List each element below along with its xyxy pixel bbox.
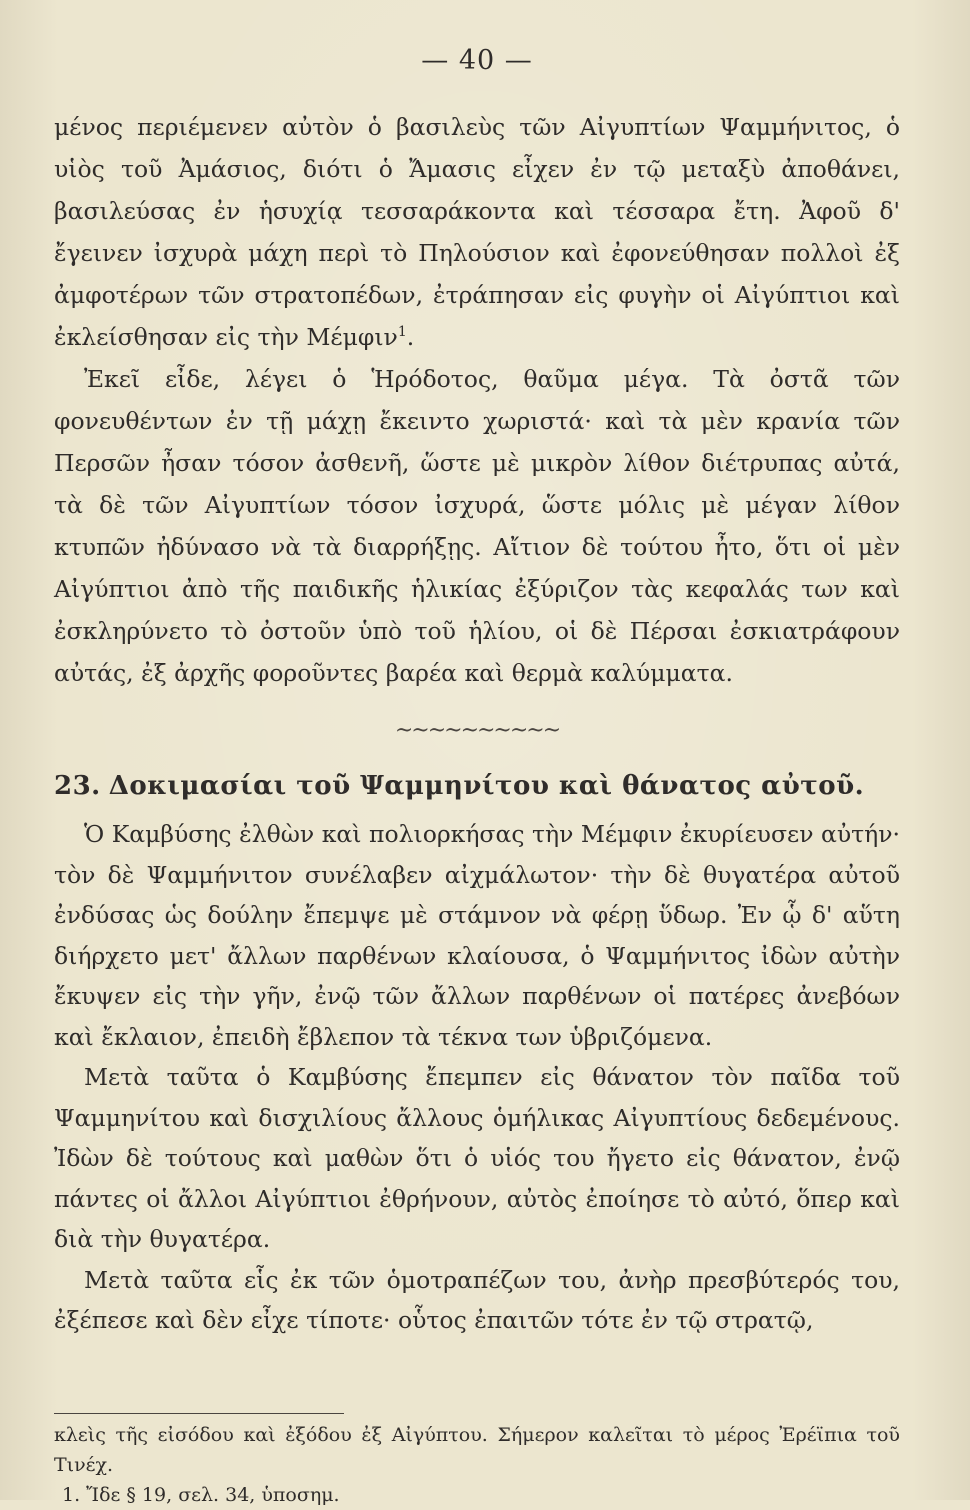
- section-title: Δοκιμασίαι τοῦ Ψαμμηνίτου καὶ θάνατος αὐτοῦ.: [108, 771, 865, 801]
- intro-text-block: [54, 106, 900, 694]
- paragraph-herodotus: Ἐκεῖ εἶδε, λέγει ὁ Ἡρόδοτος, θαῦμα μέγα. Τὰ ὀστᾶ τῶν φονευθέντων ἐν τῇ μάχῃ ἔκειντο χωριστά· καὶ τὰ μὲν κρανία τῶν Περσῶν ἦσαν τόσον ἀσθενῆ, ὥστε μὲ μικρὸν λίθον διέτρυπας αὐτά, τὰ δὲ τῶν Αἰγυπτίων τόσον ἰσχυρά, ὥστε μόλις μὲ μέγαν λίθον κτυπῶν ἠδύνασο νὰ τὰ διαρρήξῃς. Αἴτιον δὲ τούτου ἦτο, ὅτι οἱ μὲν Αἰγύπτιοι ἀπὸ τῆς παιδικῆς ἡλικίας ἐξύριζον τὰς κεφαλάς των καὶ ἐσκληρύνετο τὸ ὀστοῦν ὑπὸ τοῦ ἡλίου, οἱ δὲ Πέρσαι ἐσκιατράφουν αὐτάς, ἐξ ἀρχῆς φοροῦντες βαρέα καὶ θερμὰ καλύμματα.: [54, 365, 900, 687]
- paragraph-tail: .: [406, 323, 415, 351]
- paragraph: Μετὰ ταῦτα ὁ Καμβύσης ἔπεμπεν εἰς θάνατον τὸν παῖδα τοῦ Ψαμμηνίτου καὶ δισχιλίους ἄλλους ὁμήλικας Αἰγυπτίους δεδεμένους. Ἰδὼν δὲ τούτους καὶ μαθὼν ὅτι ὁ υἱός του ἤγετο εἰς θάνατον, ἐνῷ πάντες οἱ ἄλλοι Αἰγύπτιοι ἐθρήνουν, αὐτὸς ἐποίησε τὸ αὐτό, ὅπερ καὶ διὰ τὴν θυγατέρα.: [54, 1063, 900, 1253]
- section-heading: [54, 766, 900, 806]
- page-number: — 40 —: [421, 45, 533, 76]
- section-23: [54, 766, 900, 1341]
- footnotes: [54, 1420, 900, 1510]
- section-number: 23.: [54, 771, 101, 801]
- footnote-reference: 1: [397, 324, 407, 341]
- footnote-continuation: κλεὶς τῆς εἰσόδου καὶ ἐξόδου ἐξ Αἰγύπτου. Σήμερον καλεῖται τὸ μέρος Ἐρέϊπια τοῦ Τινέχ.: [54, 1423, 900, 1476]
- paragraph-continuation: [54, 106, 900, 358]
- section-divider-ornament: ~~~~~~~~~~: [394, 718, 560, 743]
- paragraph-text: μένος περιέμενεν αὐτὸν ὁ βασιλεὺς τῶν Αἰγυπτίων Ψαμμήνιτος, ὁ υἱὸς τοῦ Ἀμάσιος, διότι ὁ Ἄμασις εἶχεν ἐν τῷ μεταξὺ ἀποθάνει, βασιλεύσας ἐν ἡσυχίᾳ τεσσαράκοντα καὶ τέσσαρα ἔτη. Ἀφοῦ δ' ἔγεινεν ἰσχυρὰ μάχη περὶ τὸ Πηλούσιον καὶ ἐφονεύθησαν πολλοὶ ἐξ ἀμφοτέρων τῶν στρατοπέδων, ἐτράπησαν εἰς φυγὴν οἱ Αἰγύπτιοι καὶ ἐκλείσθησαν εἰς τὴν Μέμφιν: [54, 113, 900, 351]
- footnote-item: 1. Ἴδε § 19, σελ. 34, ὑποσημ.: [62, 1483, 340, 1506]
- footnote-separator: [54, 1413, 344, 1414]
- paragraph: Μετὰ ταῦτα εἷς ἐκ τῶν ὁμοτραπέζων του, ἀνὴρ πρεσβύτερός του, ἐξέπεσε καὶ δὲν εἶχε τίποτε· οὗτος ἐπαιτῶν τότε ἐν τῷ στρατῷ,: [54, 1265, 900, 1334]
- paragraph: Ὁ Καμβύσης ἐλθὼν καὶ πολιορκήσας τὴν Μέμφιν ἐκυρίευσεν αὐτήν· τὸν δὲ Ψαμμήνιτον συνέλαβεν αἰχμάλωτον· τὴν δὲ θυγατέρα αὐτοῦ ἐνδύσας ὡς δούλην ἔπεμψε μὲ στάμνον νὰ φέρῃ ὕδωρ. Ἐν ᾧ δ' αὕτη διήρχετο μετ' ἄλλων παρθένων κλαίουσα, ὁ Ψαμμήνιτος ἰδὼν αὐτὴν ἔκυψεν εἰς τὴν γῆν, ἐνῷ τῶν ἄλλων παρθένων οἱ πατέρες ἀνεβόων καὶ ἔκλαιον, ἐπειδὴ ἔβλεπον τὰ τέκνα των ὑβριζόμενα.: [54, 820, 900, 1051]
